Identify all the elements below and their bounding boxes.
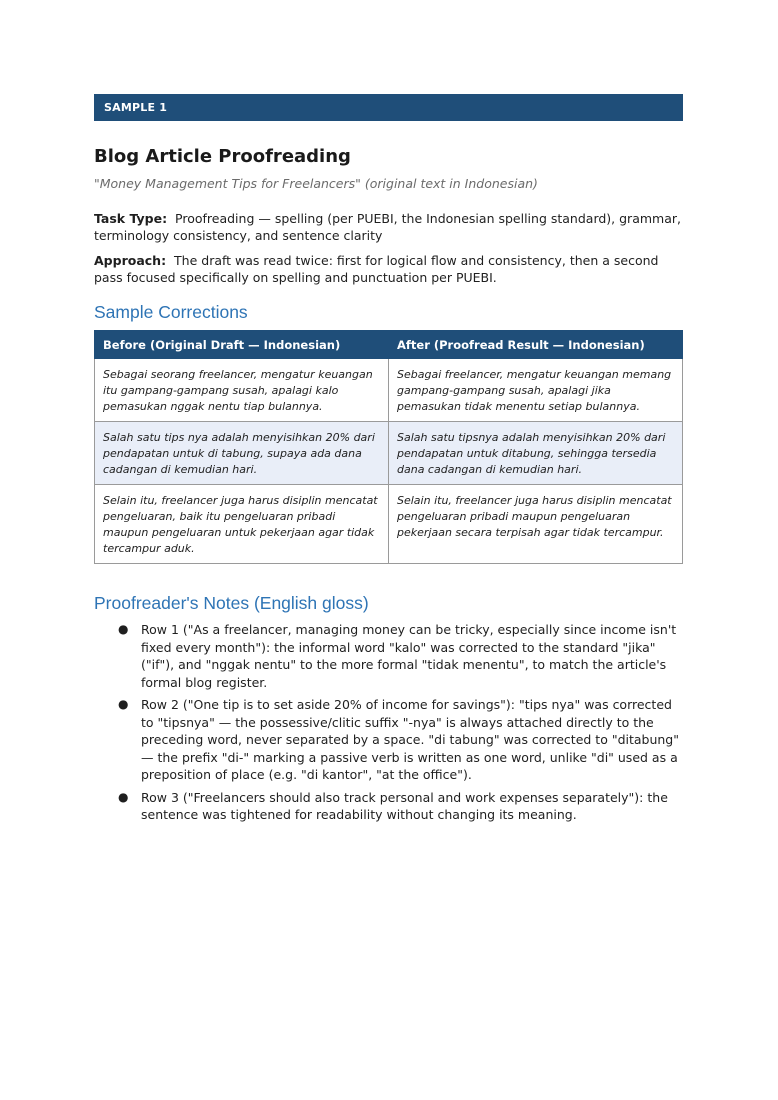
notes-list [118, 621, 683, 829]
table-row [95, 485, 683, 564]
page-subtitle: "Money Management Tips for Freelancers" (original text in Indonesian) [94, 176, 538, 191]
approach-paragraph [94, 252, 684, 286]
after-cell: Sebagai freelancer, mengatur keuangan memang gampang-gampang susah, apalagi jika pemasukan tidak menentu setiap bulannya. [389, 359, 683, 422]
before-cell: Sebagai seorang freelancer, mengatur keuangan itu gampang-gampang susah, apalagi kalo pemasukan nggak nentu tiap bulannya. [95, 359, 389, 422]
note-text: Row 2 ("One tip is to set aside 20% of income for savings"): "tips nya" was corrected to "tipsnya" — the possessive/clitic suffix "-nya" is always attached directly to the preceding word, never separated by a space. "di tabung" was corrected to "ditabung" — the prefix "di-" marking a passive verb is written as one word, unlike "di" used as a preposition of place (e.g. "di kantor", "at the office"). [141, 697, 679, 782]
table-header-row [95, 331, 683, 359]
list-item [118, 621, 683, 691]
table-row [95, 359, 683, 422]
column-header-after: After (Proofread Result — Indonesian) [389, 331, 683, 359]
before-cell: Selain itu, freelancer juga harus disiplin mencatat pengeluaran, baik itu pengeluaran pribadi maupun pengeluaran untuk pekerjaan agar tidak tercampur aduk. [95, 485, 389, 564]
notes-heading: Proofreader's Notes (English gloss) [94, 593, 369, 613]
task-type-label: Task Type: [94, 211, 168, 226]
before-cell: Salah satu tips nya adalah menyisihkan 20% dari pendapatan untuk di tabung, supaya ada dana cadangan di kemudian hari. [95, 422, 389, 485]
corrections-table [94, 330, 683, 564]
list-item [118, 789, 683, 824]
corrections-heading: Sample Corrections [94, 302, 248, 322]
after-cell: Selain itu, freelancer juga harus disiplin mencatat pengeluaran pribadi maupun pengeluaran pekerjaan secara terpisah agar tidak tercampur. [389, 485, 683, 564]
table-row [95, 422, 683, 485]
page-title: Blog Article Proofreading [94, 146, 351, 167]
note-text: Row 1 ("As a freelancer, managing money can be tricky, especially since income isn't fixed every month"): the informal word "kalo" was corrected to the standard "jika" ("if"), and "nggak nentu" to the more formal "tidak menentu", to match the article's formal blog register. [141, 622, 677, 690]
bullet-icon: ● [118, 789, 129, 804]
sample-banner: SAMPLE 1 [94, 94, 683, 121]
bullet-icon: ● [118, 697, 129, 711]
task-type-text: Proofreading — spelling (per PUEBI, the Indonesian spelling standard), grammar, terminology consistency, and sentence clarity [94, 211, 681, 243]
column-header-before: Before (Original Draft — Indonesian) [95, 331, 389, 359]
task-type-paragraph [94, 210, 684, 244]
bullet-icon: ● [118, 622, 129, 636]
approach-text: The draft was read twice: first for logical flow and consistency, then a second pass focused specifically on spelling and punctuation per PUEBI. [94, 253, 659, 285]
after-cell: Salah satu tipsnya adalah menyisihkan 20% dari pendapatan untuk ditabung, sehingga tersedia dana cadangan di kemudian hari. [389, 422, 683, 485]
note-text: Row 3 ("Freelancers should also track personal and work expenses separately"): the sentence was tightened for readability without changing its meaning. [141, 789, 668, 822]
list-item [118, 696, 683, 784]
approach-label: Approach: [94, 253, 167, 268]
